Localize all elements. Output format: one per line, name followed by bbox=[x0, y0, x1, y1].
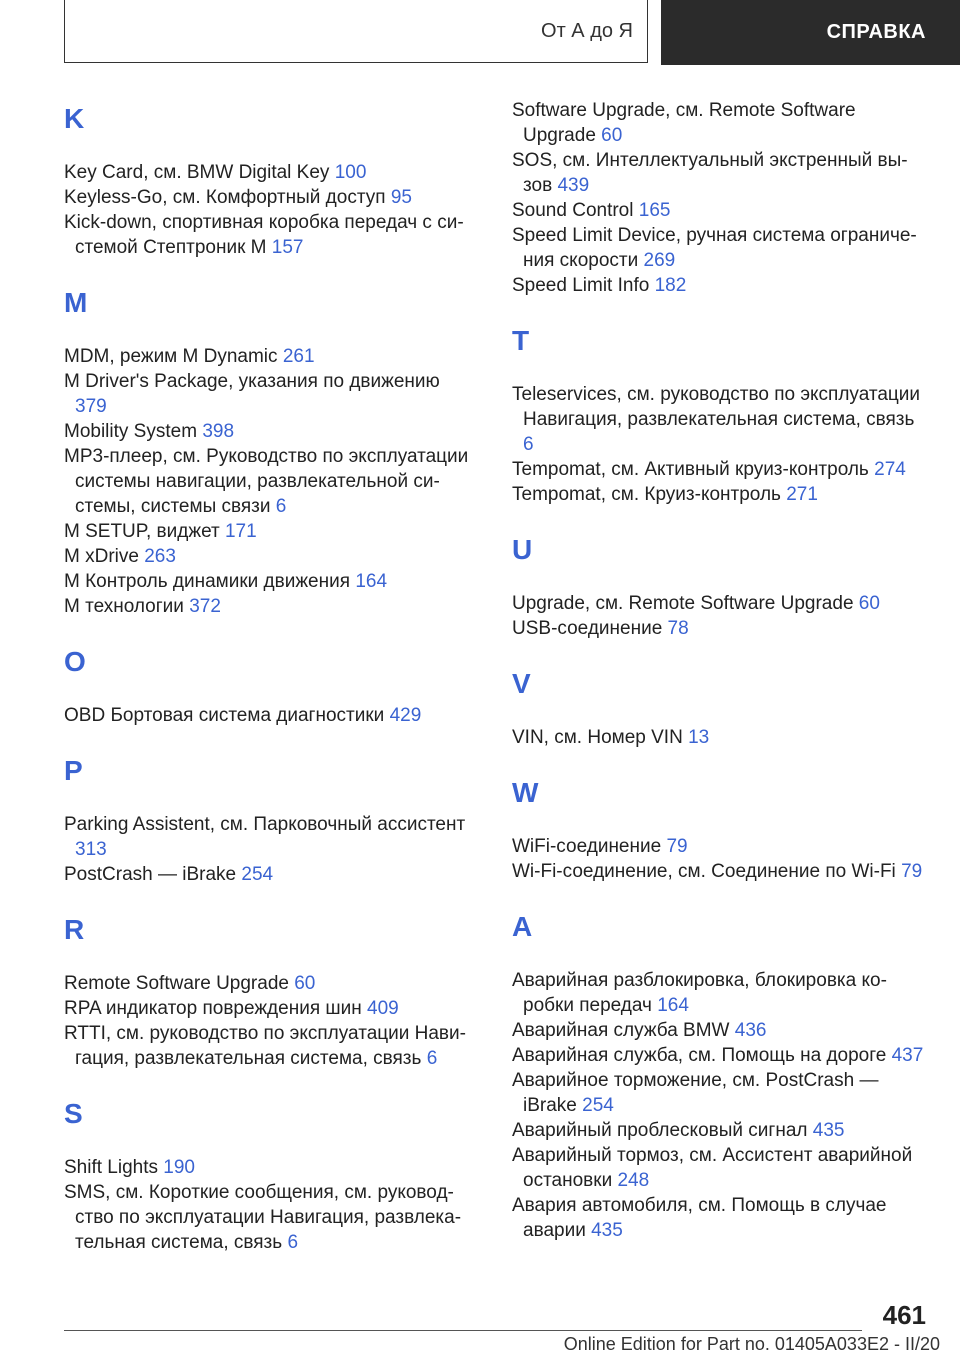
index-section bbox=[64, 1093, 476, 1255]
index-entry bbox=[512, 223, 924, 273]
index-entry bbox=[64, 996, 476, 1021]
page-reference-link[interactable]: 261 bbox=[282, 346, 315, 367]
page-reference-link[interactable]: 271 bbox=[786, 484, 818, 505]
section-letter: А bbox=[512, 911, 533, 942]
page-reference-link[interactable]: 435 bbox=[591, 1220, 623, 1241]
page-number: 461 bbox=[882, 1300, 926, 1330]
index-entry bbox=[512, 1068, 924, 1118]
section-letter: O bbox=[64, 646, 86, 677]
section-letter: S bbox=[64, 1098, 83, 1129]
page-reference-link[interactable]: 6 bbox=[275, 496, 287, 517]
page-reference-link[interactable]: 164 bbox=[355, 571, 388, 592]
entry-text: Keyless-Go, см. Комфортный доступ bbox=[64, 187, 386, 208]
page-reference-link[interactable]: 157 bbox=[271, 237, 304, 258]
page-reference-link[interactable]: 274 bbox=[874, 459, 906, 480]
page-reference-link[interactable]: 435 bbox=[812, 1120, 845, 1141]
footer-edition: Online Edition for Part no. 01405A033E2 - II/20 bbox=[563, 1334, 940, 1354]
index-column-left bbox=[64, 98, 476, 1255]
index-section bbox=[64, 98, 476, 260]
entry-text: WiFi-соединение bbox=[512, 836, 662, 857]
index-entry bbox=[512, 482, 924, 507]
page-reference-link[interactable]: 372 bbox=[189, 596, 221, 617]
index-section bbox=[512, 906, 924, 1243]
index-entry bbox=[512, 616, 924, 641]
index-entry bbox=[512, 1143, 924, 1193]
entry-text: Speed Limit Device, ручная система ограничения скорости bbox=[512, 225, 917, 271]
entry-text: Parking Assistent, см. Парковочный ассистент bbox=[64, 814, 466, 835]
page-reference-link[interactable]: 269 bbox=[643, 250, 676, 271]
entry-text: Аварийная служба BMW bbox=[512, 1020, 730, 1041]
page-reference-link[interactable]: 95 bbox=[390, 187, 412, 208]
entry-text: Speed Limit Info bbox=[512, 275, 650, 296]
page-reference-link[interactable]: 436 bbox=[734, 1020, 767, 1041]
page-reference-link[interactable]: 60 bbox=[858, 593, 880, 614]
index-entry bbox=[64, 519, 476, 544]
entry-text: Аварийная служба, см. Помощь на дороге bbox=[512, 1045, 887, 1066]
section-letter: T bbox=[512, 325, 530, 356]
index-entry bbox=[512, 148, 924, 198]
page-reference-link[interactable]: 398 bbox=[202, 421, 235, 442]
index-entry bbox=[512, 98, 924, 148]
page-reference-link[interactable]: 263 bbox=[144, 546, 176, 567]
tab-a-to-z[interactable]: От А до Я bbox=[64, 0, 648, 63]
entry-text: Kick-down, спортивная коробка передач с системой Стептроник M bbox=[64, 212, 464, 258]
page-reference-link[interactable]: 165 bbox=[638, 200, 671, 221]
entry-text: Аварийный проблесковый сигнал bbox=[512, 1120, 808, 1141]
footer-divider bbox=[64, 1330, 862, 1331]
section-letter: M bbox=[64, 287, 88, 318]
entry-text: Tempomat, см. Круиз-контроль bbox=[512, 484, 781, 505]
entry-text: PostCrash — iBrake bbox=[64, 864, 237, 885]
entry-text: SMS, см. Короткие сообщения, см. руководство по эксплуатации Навигация, развлекательная система, связь bbox=[64, 1182, 462, 1253]
section-letter: R bbox=[64, 914, 85, 945]
index-section bbox=[64, 750, 476, 887]
page-reference-link[interactable]: 100 bbox=[334, 162, 367, 183]
page-reference-link[interactable]: 439 bbox=[557, 175, 590, 196]
entry-text: Аварийное торможение, см. PostCrash — iBrake bbox=[512, 1070, 879, 1116]
page-reference-link[interactable]: 164 bbox=[657, 995, 689, 1016]
entry-text: USB-соединение bbox=[512, 618, 663, 639]
index-entry bbox=[64, 210, 476, 260]
entry-text: Shift Lights bbox=[64, 1157, 158, 1178]
index-section bbox=[512, 663, 924, 750]
entry-text: Key Card, см. BMW Digital Key bbox=[64, 162, 330, 183]
entry-text: Mobility System bbox=[64, 421, 198, 442]
entry-text: M SETUP, виджет bbox=[64, 521, 220, 542]
index-section bbox=[64, 641, 476, 728]
section-letter: P bbox=[64, 755, 83, 786]
entry-text: MP3-плеер, см. Руководство по эксплуатации системы навигации, развлекательной системы, системы связи bbox=[64, 446, 469, 517]
index-column-right bbox=[512, 98, 924, 1243]
index-entry bbox=[64, 344, 476, 369]
entry-text: M технологии bbox=[64, 596, 184, 617]
index-entry bbox=[512, 834, 924, 859]
index-section bbox=[512, 98, 924, 298]
section-letter: V bbox=[512, 668, 531, 699]
page-reference-link[interactable]: 437 bbox=[891, 1045, 924, 1066]
index-entry bbox=[512, 198, 924, 223]
page-reference-link[interactable]: 78 bbox=[667, 618, 689, 639]
entry-text: Software Upgrade, см. Remote Software Upgrade bbox=[512, 100, 856, 146]
index-entry bbox=[512, 1118, 924, 1143]
index-entry bbox=[64, 185, 476, 210]
index-section bbox=[512, 772, 924, 884]
entry-text: M Контроль динамики движения bbox=[64, 571, 351, 592]
index-entry bbox=[512, 457, 924, 482]
entry-text: SOS, см. Интеллектуальный экстренный вызов bbox=[512, 150, 908, 196]
index-entry bbox=[64, 1155, 476, 1180]
page-header bbox=[64, 0, 960, 65]
tab-reference[interactable]: СПРАВКА bbox=[661, 0, 960, 65]
entry-text: M xDrive bbox=[64, 546, 139, 567]
index-entry bbox=[64, 444, 476, 519]
index-entry bbox=[512, 859, 924, 884]
index-entry bbox=[64, 594, 476, 619]
index-entry bbox=[64, 812, 476, 862]
page-reference-link[interactable]: 254 bbox=[241, 864, 274, 885]
index-entry bbox=[64, 160, 476, 185]
page-reference-link[interactable]: 248 bbox=[617, 1170, 650, 1191]
page-reference-link[interactable]: 409 bbox=[367, 998, 399, 1019]
entry-text: Авария автомобиля, см. Помощь в случае аварии bbox=[512, 1195, 887, 1241]
page-reference-link[interactable]: 6 bbox=[287, 1232, 299, 1253]
entry-text: Teleservices, см. руководство по эксплуатации Навигация, развлекательная система, связь bbox=[512, 384, 921, 430]
page-reference-link[interactable]: 190 bbox=[163, 1157, 195, 1178]
entry-text: VIN, см. Номер VIN bbox=[512, 727, 683, 748]
section-letter: W bbox=[512, 777, 539, 808]
index-entry bbox=[512, 1043, 924, 1068]
index-entry bbox=[64, 419, 476, 444]
page-reference-link[interactable]: 379 bbox=[75, 396, 107, 417]
entry-text: M Driver's Package, указания по движению bbox=[64, 371, 440, 392]
entry-text: RPA индикатор повреждения шин bbox=[64, 998, 362, 1019]
entry-text: Upgrade, см. Remote Software Upgrade bbox=[512, 593, 854, 614]
entry-text: Аварийная разблокировка, блокировка коробки передач bbox=[512, 970, 887, 1016]
page-reference-link[interactable]: 171 bbox=[224, 521, 257, 542]
page-reference-link[interactable]: 60 bbox=[294, 973, 316, 994]
entry-text: Sound Control bbox=[512, 200, 634, 221]
section-letter: U bbox=[512, 534, 533, 565]
page-reference-link[interactable]: 60 bbox=[601, 125, 623, 146]
page-reference-link[interactable]: 182 bbox=[654, 275, 687, 296]
index-entry bbox=[64, 1180, 476, 1255]
index-entry bbox=[64, 544, 476, 569]
page-reference-link[interactable]: 254 bbox=[582, 1095, 614, 1116]
page-reference-link[interactable]: 79 bbox=[901, 861, 923, 882]
page-reference-link[interactable]: 79 bbox=[666, 836, 688, 857]
entry-text: MDM, режим M Dynamic bbox=[64, 346, 278, 367]
index-entry bbox=[512, 1018, 924, 1043]
index-entry bbox=[512, 1193, 924, 1243]
index-entry bbox=[64, 369, 476, 419]
section-letter: K bbox=[64, 103, 85, 134]
index-entry bbox=[512, 273, 924, 298]
index-entry bbox=[512, 382, 924, 457]
page-reference-link[interactable]: 13 bbox=[688, 727, 710, 748]
entry-text: Tempomat, см. Активный круиз-контроль bbox=[512, 459, 869, 480]
entry-text: RTTI, см. руководство по эксплуатации Навигация, развлекательная система, связь bbox=[64, 1023, 466, 1069]
index-entry bbox=[512, 968, 924, 1018]
index-section bbox=[512, 529, 924, 641]
index-entry bbox=[512, 725, 924, 750]
page-reference-link[interactable]: 429 bbox=[389, 705, 422, 726]
entry-text: Аварийный тормоз, см. Ассистент аварийной остановки bbox=[512, 1145, 913, 1191]
index-section bbox=[64, 909, 476, 1071]
entry-text: OBD Бортовая система диагностики bbox=[64, 705, 385, 726]
index-entry bbox=[64, 569, 476, 594]
page-reference-link[interactable]: 6 bbox=[523, 434, 534, 455]
index-entry bbox=[64, 703, 476, 728]
index-entry bbox=[512, 591, 924, 616]
index-section bbox=[512, 320, 924, 507]
index-section bbox=[64, 282, 476, 619]
index-entry bbox=[64, 1021, 476, 1071]
page-reference-link[interactable]: 6 bbox=[426, 1048, 438, 1069]
index-entry bbox=[64, 862, 476, 887]
index-entry bbox=[64, 971, 476, 996]
entry-text: Wi-Fi-соединение, см. Соединение по Wi-Fi bbox=[512, 861, 896, 882]
entry-text: Remote Software Upgrade bbox=[64, 973, 289, 994]
page-reference-link[interactable]: 313 bbox=[75, 839, 107, 860]
